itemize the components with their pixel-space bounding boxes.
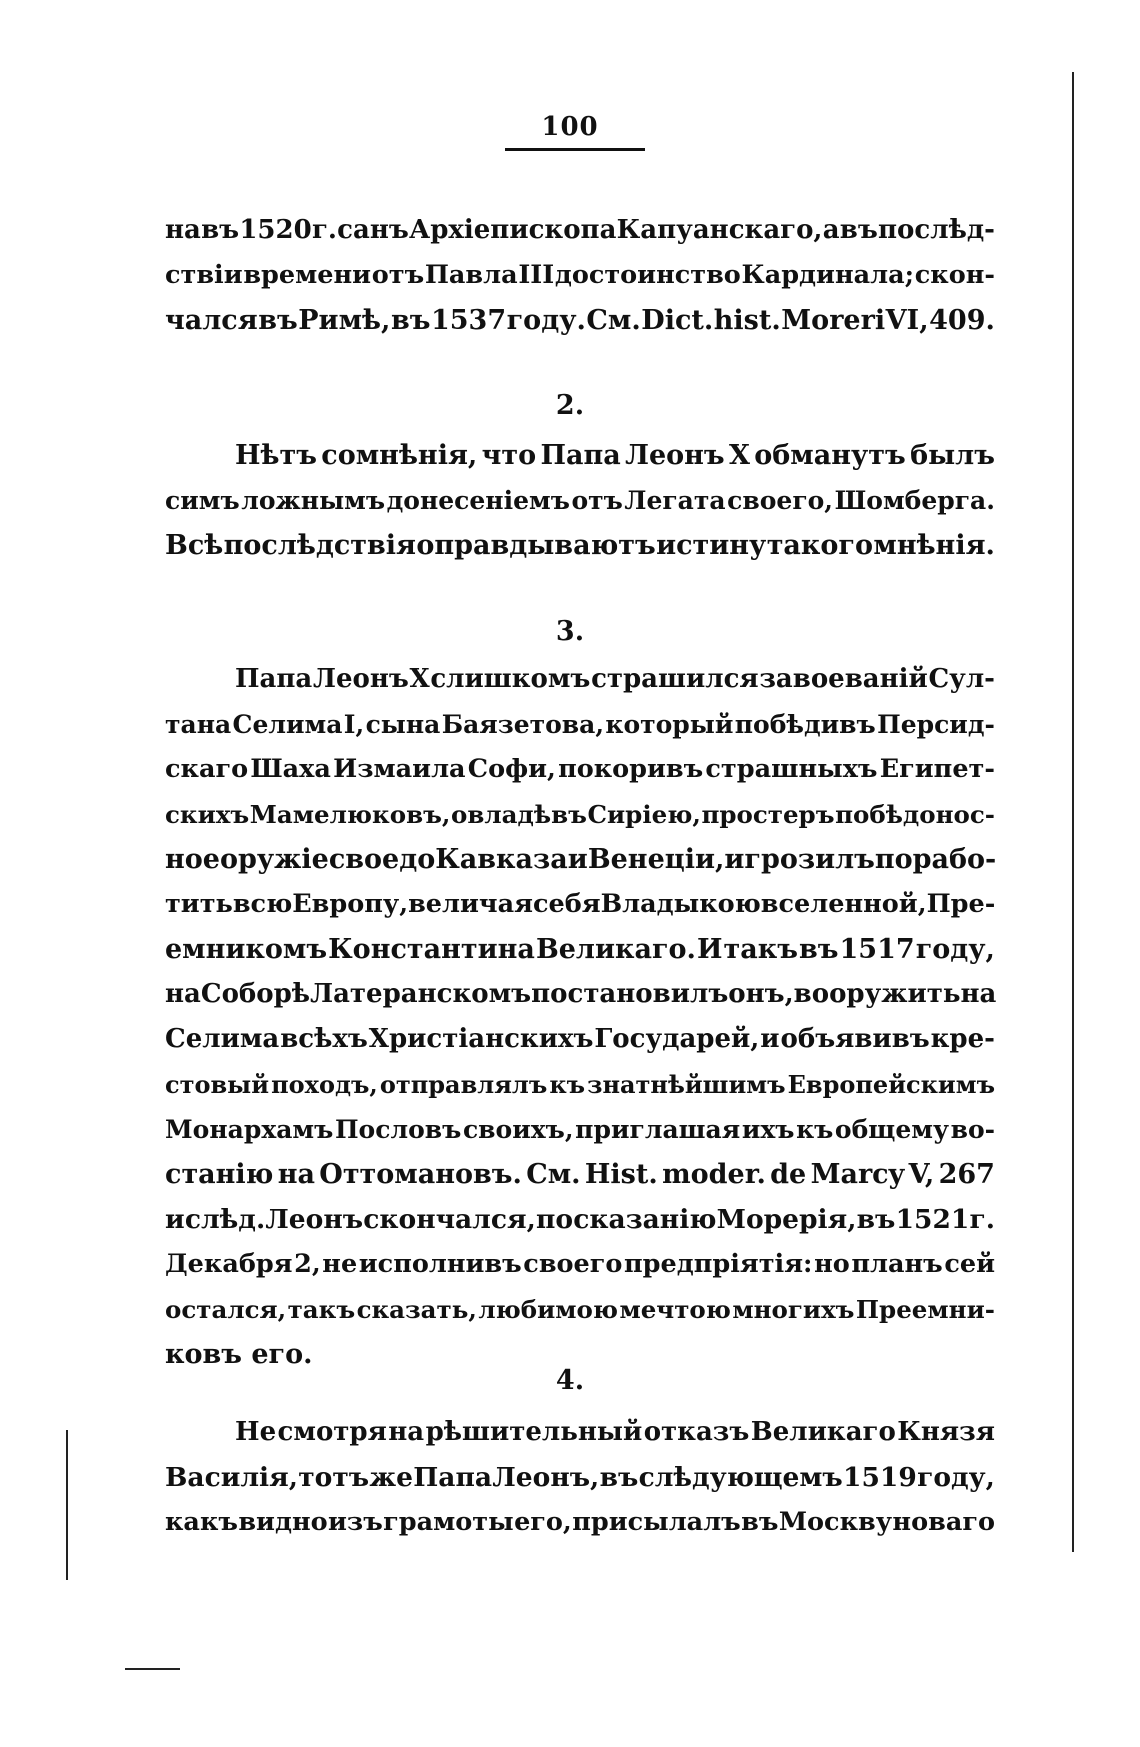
text-line: ное оружіе свое до Кавказа и Венеціи, и грозилъ порабо- (165, 844, 997, 875)
text-line: Папа Леонъ X слишкомъ страшился завоеваній Сул- (235, 664, 995, 694)
paragraph-1 (165, 208, 995, 343)
text-line: Всѣ послѣдствія оправдываютъ истину такого мнѣнія. (165, 530, 995, 561)
text-line: скихъ Мамелюковъ, овладѣвъ Сиріею, простеръ побѣдонос- (165, 800, 995, 829)
page-number: 100 (541, 112, 599, 142)
text-line: Монархамъ Пословъ своихъ, приглашая ихъ къ общему во- (165, 1115, 995, 1144)
text-line: емникомъ Константина Великаго. И такъ въ 1517 году, (165, 934, 995, 965)
text-line: Селима всѣхъ Христіанскихъ Государей, и объявивъ кре- (165, 1024, 995, 1054)
text-line: скаго Шаха Измаила Софи, покоривъ страшныхъ Египет- (165, 754, 995, 784)
text-line: Не смотря на рѣшительный отказъ Великаго Князя (235, 1417, 995, 1447)
text-line: станію на Оттомановъ. См. Hist. moder. de Marcy V, 267 (165, 1159, 995, 1190)
scan-edge-bottom-mark (125, 1668, 180, 1670)
text-line: какъ видно изъ грамоты его, присылалъ въ Москву новаго (165, 1507, 995, 1537)
page-number-rule (505, 148, 645, 151)
text-line: тана Селима I, сына Баязетова, который побѣдивъ Персид- (165, 710, 995, 739)
text-line: ковъ его. (165, 1339, 313, 1370)
text-line: Нѣтъ сомнѣнія, что Папа Леонъ X обманутъ былъ (235, 440, 995, 471)
scan-edge-right (1072, 72, 1074, 1552)
text-line: тить всю Европу, величая себя Владыкою вселенной, Пре- (165, 889, 996, 919)
text-line: чался въ Римѣ, въ 1537 году. См. Dict. hist. Moreri VI, 409. (165, 305, 995, 336)
text-line: Декабря 2, не исполнивъ своего предпріятія: но планъ сей (165, 1249, 995, 1279)
paragraph-2 (165, 433, 995, 568)
paragraph-3 (165, 657, 995, 1377)
text-line: на въ 1520 г. санъ Архіепископа Капуанскаго, а въ послѣд- (165, 215, 995, 245)
section-number-4: 4. (555, 1365, 585, 1396)
section-number-2: 2. (555, 390, 585, 421)
text-line: ствіи времени отъ Павла III достоинство Кардинала; скон- (165, 260, 995, 290)
paragraph-4 (165, 1410, 995, 1545)
section-number-3: 3. (555, 616, 585, 647)
text-line: симъ ложнымъ донесеніемъ отъ Легата своего, Шомберга. (165, 486, 995, 515)
scan-edge-left (66, 1430, 68, 1580)
text-line: стовый походъ, отправлялъ къ знатнѣйшимъ Европейскимъ (165, 1070, 995, 1099)
text-line: на Соборѣ Латеранскомъ постановилъ онъ, вооружить на (165, 979, 997, 1009)
text-line: и слѣд. Леонъ скончался, по сказанію Морерія, въ 1521 г. (165, 1204, 995, 1235)
text-line: Василія, тотъ же Папа Леонъ, въ слѣдующемъ 1519 году, (165, 1462, 995, 1493)
text-line: остался, такъ сказать, любимою мечтою многихъ Преемни- (165, 1295, 995, 1324)
